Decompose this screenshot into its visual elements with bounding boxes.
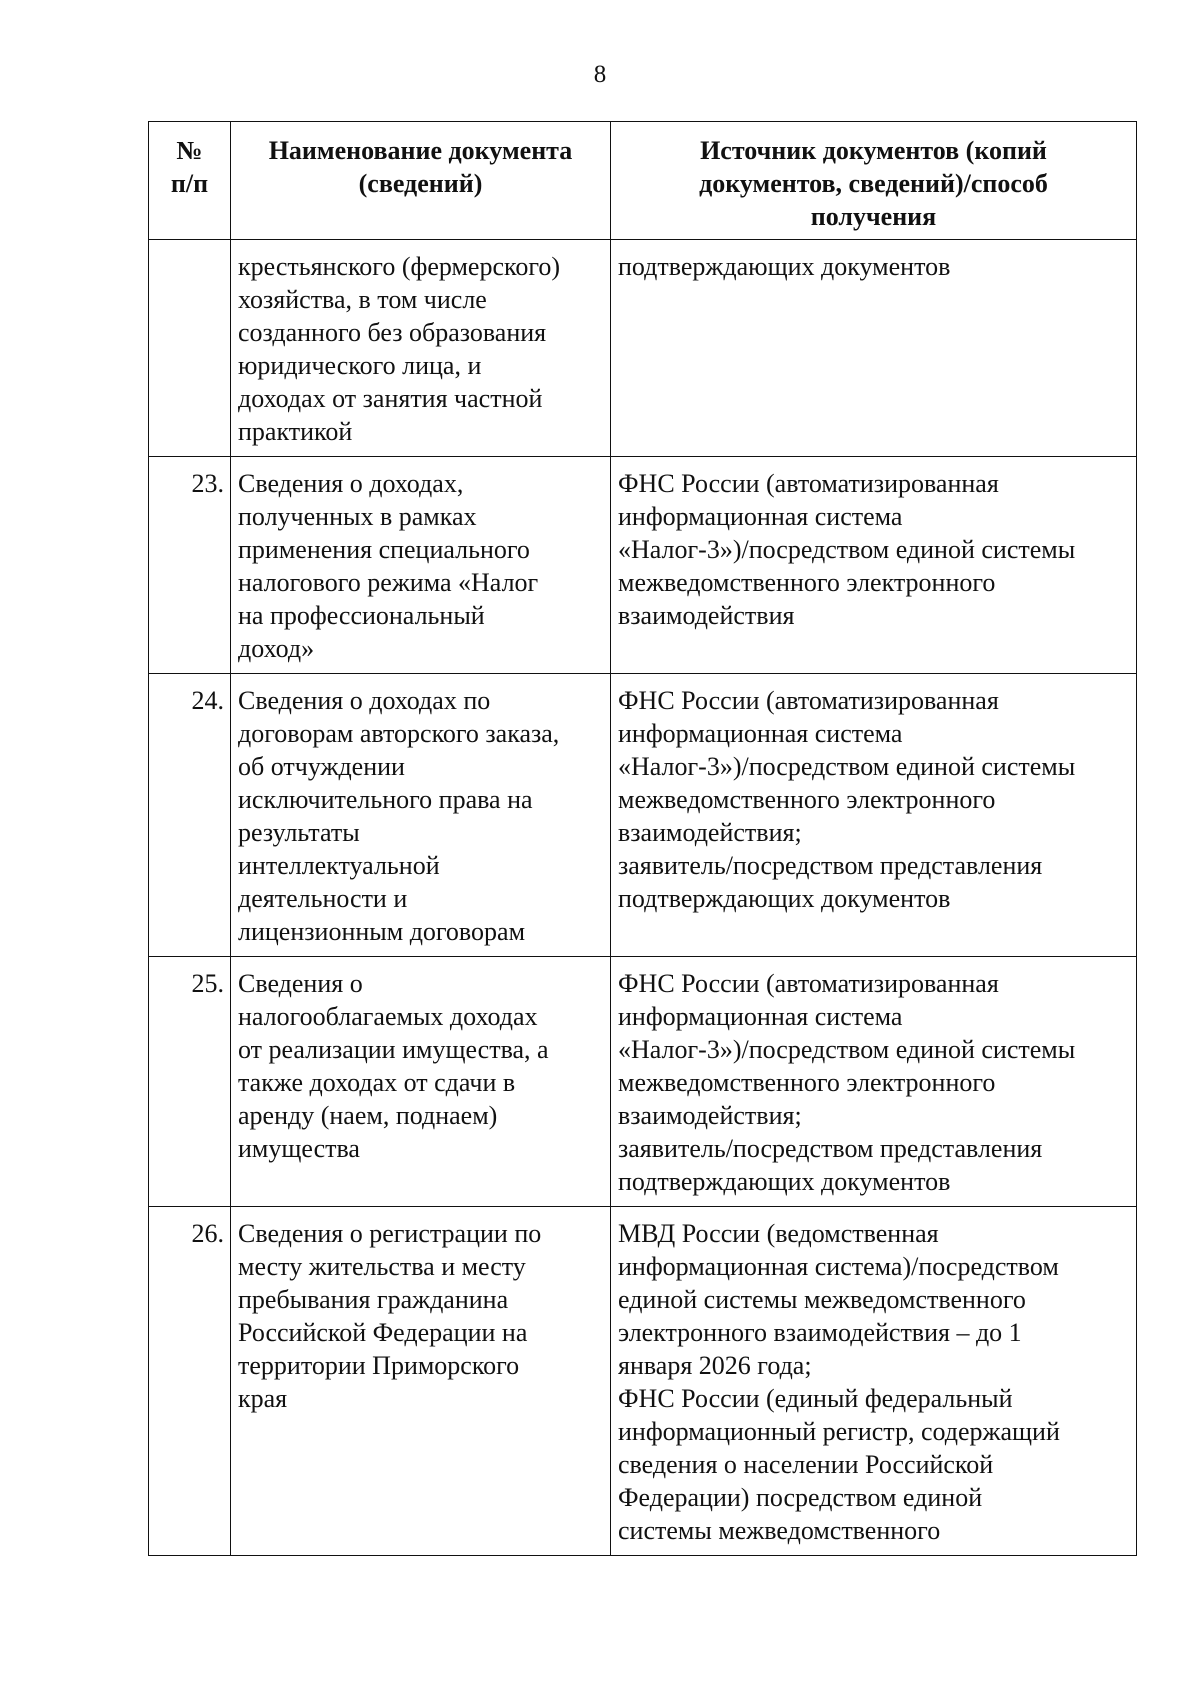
document-name-line: имущества	[238, 1134, 360, 1163]
document-name-line: об отчуждении	[238, 752, 405, 781]
document-name-cell	[231, 957, 611, 1207]
document-name-cell	[231, 240, 611, 457]
document-name-cell	[231, 457, 611, 674]
document-source-line: ФНС России (единый федеральный	[618, 1384, 1013, 1413]
document-source-line: «Налог-3»)/посредством единой системы	[618, 1035, 1076, 1064]
document-name-line: интеллектуальной	[238, 851, 440, 880]
document-name-line: исключительного права на	[238, 785, 533, 814]
document-source-line: взаимодействия;	[618, 818, 802, 847]
header-number	[149, 122, 231, 240]
document-source-line: межведомственного электронного	[618, 568, 996, 597]
document-source-line: взаимодействия	[618, 601, 795, 630]
document-source-line: сведения о населении Российской	[618, 1450, 994, 1479]
table-header-row	[149, 122, 1137, 240]
document-name-line: применения специального	[238, 535, 530, 564]
table-row	[149, 457, 1137, 674]
document-name-cell	[231, 674, 611, 957]
document-source-line: подтверждающих документов	[618, 884, 951, 913]
row-number: 25.	[149, 957, 231, 1207]
document-source-line: Федерации) посредством единой	[618, 1483, 983, 1512]
document-source-cell	[611, 674, 1137, 957]
document-name-cell	[231, 1207, 611, 1556]
document-source-line: января 2026 года;	[618, 1351, 812, 1380]
document-name-line: договорам авторского заказа,	[238, 719, 560, 748]
header-source-line: Источник документов (копий	[700, 136, 1047, 165]
document-name-line: налогового режима «Налог	[238, 568, 539, 597]
header-document-source	[611, 122, 1137, 240]
document-source-line: «Налог-3»)/посредством единой системы	[618, 752, 1076, 781]
document-name-line: практикой	[238, 417, 353, 446]
document-name-line: налогооблагаемых доходах	[238, 1002, 538, 1031]
document-source-line: информационный регистр, содержащий	[618, 1417, 1060, 1446]
header-name-line: (сведений)	[358, 169, 483, 198]
row-number	[149, 240, 231, 457]
document-name-line: месту жительства и месту	[238, 1252, 526, 1281]
document-source-line: межведомственного электронного	[618, 1068, 996, 1097]
documents-table	[148, 121, 1137, 1556]
table-body	[149, 240, 1137, 1556]
document-name-line: доход»	[238, 634, 315, 663]
document-source-line: ФНС России (автоматизированная	[618, 969, 999, 998]
document-source-line: «Налог-3»)/посредством единой системы	[618, 535, 1076, 564]
document-name-line: доходах от занятия частной	[238, 384, 543, 413]
document-source-line: информационная система	[618, 502, 903, 531]
table-row	[149, 957, 1137, 1207]
document-name-line: края	[238, 1384, 288, 1413]
document-source-line: информационная система)/посредством	[618, 1252, 1059, 1281]
document-source-line: информационная система	[618, 719, 903, 748]
table-row	[149, 240, 1137, 457]
document-name-line: полученных в рамках	[238, 502, 477, 531]
document-source-line: МВД России (ведомственная	[618, 1219, 939, 1248]
row-number: 24.	[149, 674, 231, 957]
document-source-line: заявитель/посредством представления	[618, 1134, 1043, 1163]
document-name-line: Сведения о регистрации по	[238, 1219, 542, 1248]
document-name-line: юридического лица, и	[238, 351, 482, 380]
page-number: 8	[593, 61, 607, 88]
header-name-line: Наименование документа	[268, 136, 573, 165]
document-name-line: Сведения о доходах по	[238, 686, 491, 715]
document-name-line: Сведения о	[238, 969, 363, 998]
document-source-cell	[611, 457, 1137, 674]
document-source-line: электронного взаимодействия – до 1	[618, 1318, 1022, 1347]
table-row	[149, 1207, 1137, 1556]
document-name-line: лицензионным договорам	[238, 917, 526, 946]
document-name-line: крестьянского (фермерского)	[238, 252, 560, 281]
document-name-line: аренду (наем, поднаем)	[238, 1101, 498, 1130]
document-source-line: системы межведомственного	[618, 1516, 941, 1545]
document-source-line: единой системы межведомственного	[618, 1285, 1026, 1314]
header-source-line: документов, сведений)/способ	[699, 169, 1048, 198]
document-source-line: подтверждающих документов	[618, 252, 951, 281]
document-name-line: от реализации имущества, а	[238, 1035, 549, 1064]
header-document-name	[231, 122, 611, 240]
document-name-line: Сведения о доходах,	[238, 469, 464, 498]
document-name-line: также доходах от сдачи в	[238, 1068, 516, 1097]
document-source-cell	[611, 957, 1137, 1207]
document-source-line: заявитель/посредством представления	[618, 851, 1043, 880]
document-name-line: Российской Федерации на	[238, 1318, 528, 1347]
document-source-line: подтверждающих документов	[618, 1167, 951, 1196]
document-name-line: деятельности и	[238, 884, 408, 913]
document-source-cell	[611, 240, 1137, 457]
document-source-line: взаимодействия;	[618, 1101, 802, 1130]
document-source-line: межведомственного электронного	[618, 785, 996, 814]
header-number-line: п/п	[170, 169, 209, 198]
header-source-line: получения	[810, 202, 937, 231]
header-number-line: №	[176, 136, 203, 165]
row-number: 23.	[149, 457, 231, 674]
document-source-line: информационная система	[618, 1002, 903, 1031]
document-name-line: на профессиональный	[238, 601, 485, 630]
document-name-line: хозяйства, в том числе	[238, 285, 487, 314]
document-source-line: ФНС России (автоматизированная	[618, 686, 999, 715]
document-name-line: созданного без образования	[238, 318, 547, 347]
row-number: 26.	[149, 1207, 231, 1556]
document-source-line: ФНС России (автоматизированная	[618, 469, 999, 498]
document-name-line: результаты	[238, 818, 360, 847]
document-name-line: пребывания гражданина	[238, 1285, 509, 1314]
document-name-line: территории Приморского	[238, 1351, 520, 1380]
table-row	[149, 674, 1137, 957]
document-source-cell	[611, 1207, 1137, 1556]
